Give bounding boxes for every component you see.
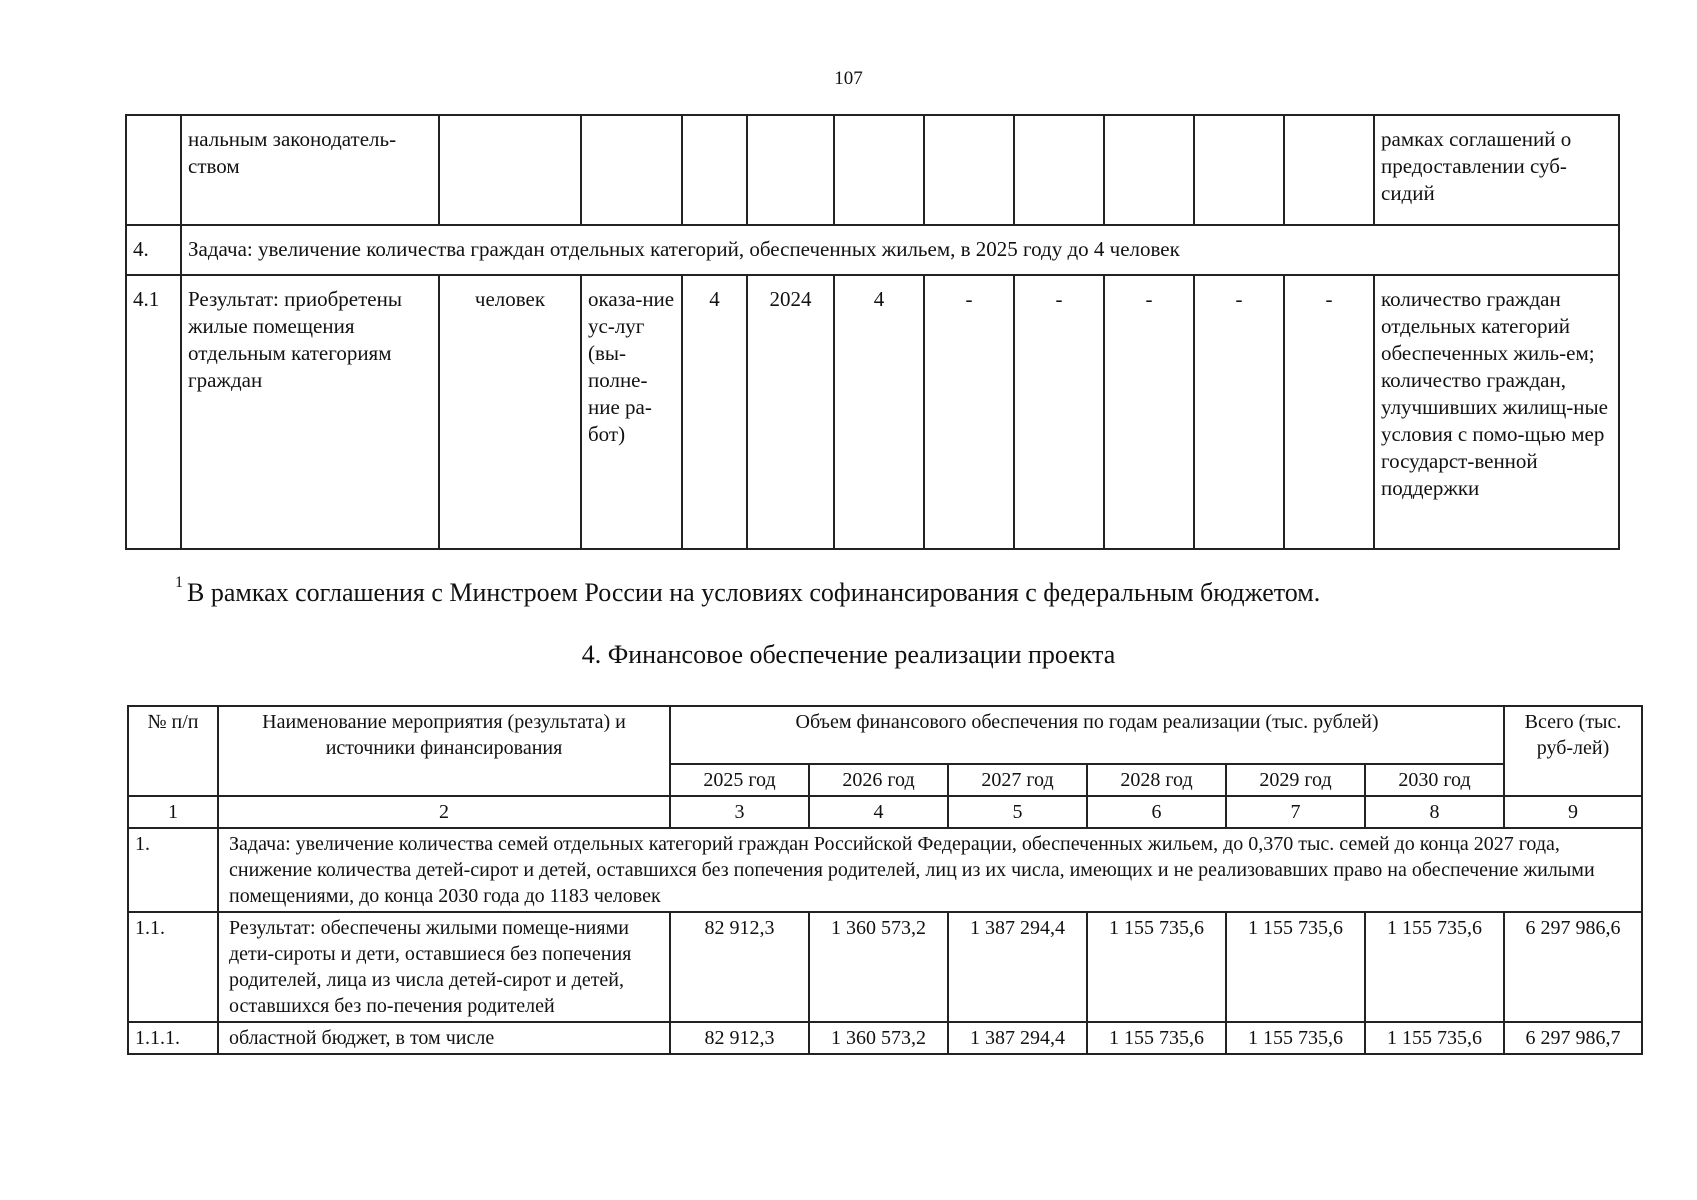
column-number: 2: [218, 796, 670, 828]
section-title: 4. Финансовое обеспечение реализации проекта: [581, 640, 1116, 669]
task-number-cell: 1.: [128, 828, 218, 912]
value-cell: -: [1284, 275, 1374, 549]
value-cell: 1 155 735,6: [1365, 1022, 1504, 1054]
table-row: [126, 275, 1619, 549]
total-cell: 6 297 986,6: [1504, 912, 1642, 1022]
value-cell: 1 155 735,6: [1087, 1022, 1226, 1054]
row-name-cell: областной бюджет, в том числе: [218, 1022, 670, 1054]
result-name-cell: Результат: приобретены жилые помещения отдельным категориям граждан: [181, 275, 439, 549]
task-number-cell: 4.: [126, 225, 181, 275]
note-cell: рамках соглашений о предоставлении суб-сидий: [1374, 115, 1619, 225]
value-cell: 1 155 735,6: [1226, 1022, 1365, 1054]
task-row: [128, 828, 1642, 912]
header-year: 2030 год: [1365, 764, 1504, 796]
column-number: 8: [1365, 796, 1504, 828]
value-cell: 82 912,3: [670, 1022, 809, 1054]
value-cell: 1 155 735,6: [1365, 912, 1504, 1022]
base-value-cell: 4: [682, 275, 747, 549]
value-cell: -: [1194, 275, 1284, 549]
header-row: [128, 706, 1642, 764]
value-cell: 1 155 735,6: [1226, 912, 1365, 1022]
result-type-cell: оказа-ние ус-луг (вы-полне-ние ра-бот): [581, 275, 682, 549]
row-name-cell: Результат: обеспечены жилыми помеще-ниями дети-сироты и дети, оставшиеся без попечения родителей, лица из числа детей-сирот и детей, оставшихся без по-печения родителей: [218, 912, 670, 1022]
header-year: 2025 год: [670, 764, 809, 796]
result-name-cell: нальным законодатель-ством: [181, 115, 439, 225]
table-row: [128, 912, 1642, 1022]
column-number: 7: [1226, 796, 1365, 828]
table-row: [126, 115, 1619, 225]
header-year: 2026 год: [809, 764, 948, 796]
column-number: 3: [670, 796, 809, 828]
header-year: 2027 год: [948, 764, 1087, 796]
value-cell: 1 360 573,2: [809, 912, 948, 1022]
value-cell: 4: [834, 275, 924, 549]
total-cell: 6 297 986,7: [1504, 1022, 1642, 1054]
header-number: № п/п: [128, 706, 218, 796]
header-year: 2028 год: [1087, 764, 1226, 796]
task-text-cell: Задача: увеличение количества граждан отдельных категорий, обеспеченных жильем, в 2025 году до 4 человек: [181, 225, 1619, 275]
value-cell: 1 387 294,4: [948, 1022, 1087, 1054]
column-numbers-row: [128, 796, 1642, 828]
page-number: 107: [834, 68, 863, 89]
table-row: [128, 1022, 1642, 1054]
row-number-cell: 1.1.1.: [128, 1022, 218, 1054]
financing-table: [127, 705, 1643, 1055]
value-cell: -: [1104, 275, 1194, 549]
value-cell: 82 912,3: [670, 912, 809, 1022]
value-cell: -: [924, 275, 1014, 549]
note-cell: количество граждан отдельных категорий обеспеченных жиль-ем; количество граждан, улучшивших жилищ-ные условия с помо-щью мер государст-венной поддержки: [1374, 275, 1619, 549]
column-number: 6: [1087, 796, 1226, 828]
value-cell: -: [1014, 275, 1104, 549]
column-number: 1: [128, 796, 218, 828]
unit-cell: человек: [439, 275, 581, 549]
column-number: 9: [1504, 796, 1642, 828]
column-number: 4: [809, 796, 948, 828]
value-cell: 1 360 573,2: [809, 1022, 948, 1054]
header-volume: Объем финансового обеспечения по годам реализации (тыс. рублей): [670, 706, 1504, 764]
task-text-cell: Задача: увеличение количества семей отдельных категорий граждан Российской Федерации, обеспеченных жильем, до 0,370 тыс. семей до конца 2027 года, снижение количества детей-сирот и детей, оставшихся без попечения родителей, лиц из их числа, имеющих и не реализовавших право на обеспечение жилыми помещениями, до конца 2030 года до 1183 человек: [218, 828, 1642, 912]
table-row: [126, 225, 1619, 275]
footnote: [175, 574, 1321, 608]
header-name: Наименование мероприятия (результата) и источники финансирования: [218, 706, 670, 796]
header-total: Всего (тыс. руб-лей): [1504, 706, 1642, 796]
results-table: [125, 114, 1620, 550]
row-number-cell: 4.1: [126, 275, 181, 549]
value-cell: 1 155 735,6: [1087, 912, 1226, 1022]
footnote-text: В рамках соглашения с Минстроем России на условиях софинансирования с федеральным бюджетом.: [187, 578, 1321, 607]
base-year-cell: 2024: [747, 275, 834, 549]
column-number: 5: [948, 796, 1087, 828]
value-cell: 1 387 294,4: [948, 912, 1087, 1022]
row-number-cell: 1.1.: [128, 912, 218, 1022]
header-year: 2029 год: [1226, 764, 1365, 796]
footnote-mark: 1: [175, 574, 183, 592]
